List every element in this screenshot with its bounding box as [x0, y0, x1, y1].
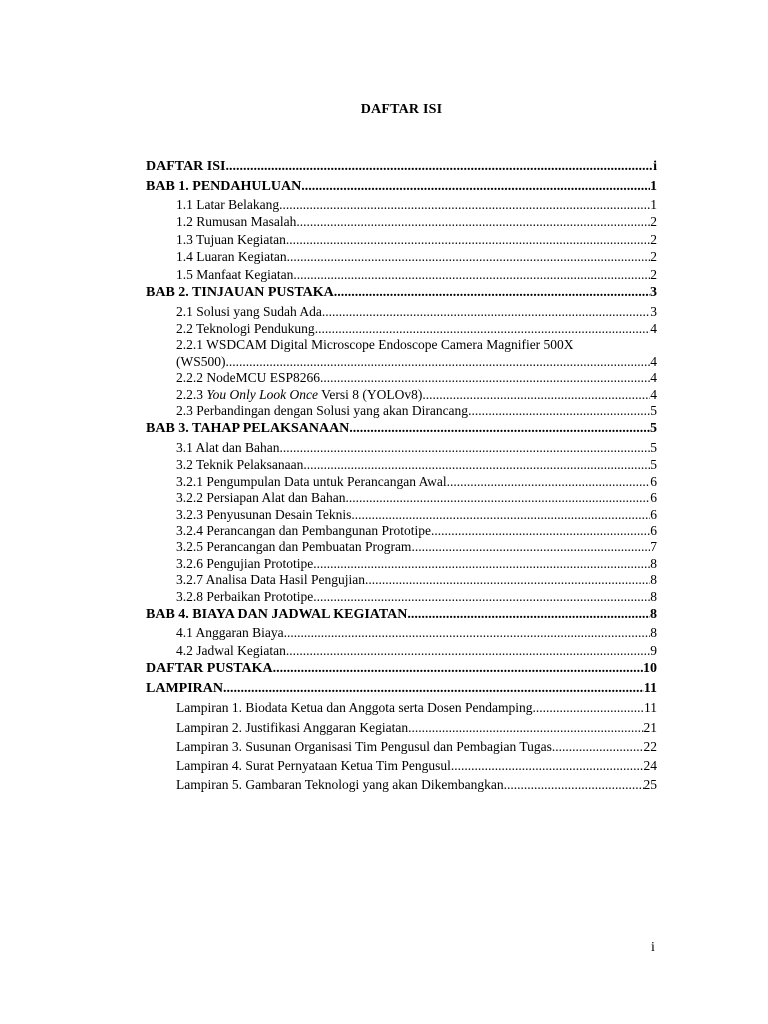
toc-leader-dots	[279, 196, 650, 213]
toc-entry[interactable]	[146, 490, 657, 506]
toc-leader-dots	[273, 659, 643, 679]
toc-entry-label: 4.1 Anggaran Biaya	[176, 625, 284, 641]
toc-entry-label: 2.3 Perbandingan dengan Solusi yang akan Dirancang	[176, 402, 469, 418]
toc-leader-dots	[468, 403, 650, 419]
toc-entry[interactable]	[146, 320, 657, 337]
toc-leader-dots	[320, 370, 650, 386]
toc-entry[interactable]	[146, 266, 657, 283]
toc-entry-page: 1	[650, 178, 657, 194]
toc-leader-dots	[225, 157, 653, 177]
toc-entry-label: 2.2.1 WSDCAM Digital Microscope Endoscope Camera Magnifier 500X	[176, 337, 574, 353]
toc-leader-dots	[431, 523, 650, 539]
toc-leader-dots	[322, 303, 650, 320]
toc-leader-dots	[301, 177, 650, 197]
toc-entry-label: 1.2 Rumusan Masalah	[176, 214, 297, 230]
toc-entry-continuation	[176, 354, 657, 370]
toc-leader-dots	[226, 354, 651, 370]
page-title: DAFTAR ISI	[360, 102, 443, 117]
toc-leader-dots	[315, 320, 651, 337]
toc-entry-label: (WS500)	[176, 353, 226, 369]
toc-entry[interactable]	[146, 474, 657, 490]
toc-entry[interactable]	[146, 659, 657, 679]
toc-entry-label: BAB 3. TAHAP PELAKSANAAN	[146, 421, 350, 437]
toc-entry-page: 4	[650, 370, 657, 386]
toc-entry-label: 3.2.1 Pengumpulan Data untuk Perancangan Awal	[176, 473, 447, 489]
toc-entry-label-prefix: 2.2.3	[176, 386, 207, 402]
toc-entry[interactable]	[146, 756, 657, 775]
toc-entry[interactable]	[146, 572, 657, 588]
toc-entry-page: 5	[650, 402, 657, 418]
page-number: i	[651, 940, 655, 955]
toc-leader-dots	[504, 775, 644, 794]
toc-entry-label: 1.1 Latar Belakang	[176, 197, 280, 212]
table-of-contents	[146, 157, 657, 795]
toc-entry-page: 3	[650, 303, 657, 319]
toc-leader-dots	[313, 589, 650, 605]
toc-entry[interactable]	[146, 539, 657, 555]
toc-entry-page: i	[653, 159, 657, 174]
toc-entry[interactable]	[146, 403, 657, 419]
toc-entry-page: 6	[650, 473, 657, 489]
toc-leader-dots	[293, 266, 650, 283]
toc-entry-page: 2	[650, 249, 657, 265]
toc-entry-page: 1	[650, 197, 657, 212]
toc-entry-page: 3	[650, 285, 657, 301]
toc-entry-page: 4	[650, 320, 657, 336]
toc-leader-dots	[447, 474, 651, 490]
toc-entry[interactable]	[146, 231, 657, 248]
toc-entry[interactable]	[146, 507, 657, 523]
toc-leader-dots	[533, 698, 644, 717]
toc-leader-dots	[351, 507, 650, 523]
toc-entry[interactable]	[146, 387, 657, 403]
toc-leader-dots	[552, 737, 644, 756]
toc-entry-page: 4	[650, 386, 657, 402]
toc-entry[interactable]	[146, 679, 657, 699]
toc-entry[interactable]	[146, 523, 657, 539]
toc-leader-dots	[334, 283, 650, 303]
toc-entry-label: BAB 4. BIAYA DAN JADWAL KEGIATAN	[146, 606, 408, 622]
toc-entry-label: 1.5 Manfaat Kegiatan	[176, 266, 294, 282]
toc-leader-dots	[349, 419, 650, 439]
toc-leader-dots	[279, 439, 650, 456]
toc-entry-label: 2.2.2 NodeMCU ESP8266	[176, 370, 321, 386]
toc-entry-label: Lampiran 4. Surat Pernyataan Ketua Tim Pengusul	[176, 758, 451, 774]
toc-leader-dots	[345, 490, 650, 506]
toc-entry[interactable]	[146, 419, 657, 439]
toc-leader-dots	[408, 718, 643, 737]
toc-entry[interactable]	[146, 303, 657, 320]
toc-entry-page: 5	[650, 421, 657, 437]
toc-leader-dots	[286, 642, 650, 659]
toc-entry-page: 8	[650, 588, 657, 604]
toc-entry-label: BAB 1. PENDAHULUAN	[146, 178, 302, 194]
toc-entry[interactable]	[146, 370, 657, 386]
toc-entry-page: 8	[650, 625, 657, 641]
toc-entry-page: 11	[643, 680, 657, 696]
toc-entry-page: 8	[650, 555, 657, 571]
toc-entry-label	[176, 387, 422, 403]
toc-entry-label: 3.2.5 Perancangan dan Pembuatan Program	[176, 539, 412, 555]
toc-entry[interactable]	[146, 642, 657, 659]
toc-entry[interactable]	[146, 589, 657, 605]
toc-entry[interactable]	[146, 605, 657, 625]
toc-entry-label: 3.2.7 Analisa Data Hasil Pengujian	[176, 572, 365, 588]
toc-entry-label: BAB 2. TINJAUAN PUSTAKA	[146, 285, 334, 301]
toc-entry-page: 6	[650, 522, 657, 538]
toc-entry-page: 8	[650, 572, 657, 588]
toc-entry-page: 2	[650, 231, 657, 247]
toc-entry-label: 3.2.8 Perbaikan Prototipe	[176, 588, 314, 604]
toc-entry[interactable]	[146, 737, 657, 756]
toc-entry-label: 3.2.3 Penyusunan Desain Teknis	[176, 506, 352, 522]
toc-entry-page: 2	[650, 214, 657, 230]
toc-entry-label: 3.1 Alat dan Bahan	[176, 439, 280, 455]
toc-entry-label: 3.2.2 Persiapan Alat dan Bahan	[176, 490, 346, 506]
toc-entry[interactable]	[146, 337, 657, 370]
toc-entry-label: 2.1 Solusi yang Sudah Ada	[176, 303, 322, 319]
toc-entry-page: 21	[643, 719, 657, 735]
toc-entry-page: 10	[643, 661, 657, 677]
toc-leader-dots	[296, 213, 650, 230]
toc-entry-label: Lampiran 2. Justifikasi Anggaran Kegiatan	[176, 719, 409, 735]
toc-entry-label-italic: You Only Look Once	[206, 386, 318, 402]
toc-entry[interactable]	[146, 196, 657, 213]
toc-entry[interactable]	[146, 775, 657, 794]
toc-entry-page: 7	[650, 539, 657, 555]
toc-leader-dots	[284, 624, 651, 641]
toc-entry[interactable]	[146, 456, 657, 473]
toc-entry-label: Lampiran 3. Susunan Organisasi Tim Pengusul dan Pembagian Tugas	[176, 738, 552, 754]
toc-entry-page: 2	[650, 266, 657, 282]
toc-entry-label: 3.2.4 Perancangan dan Pembangunan Prototipe	[176, 522, 431, 538]
toc-entry-label: DAFTAR PUSTAKA	[146, 661, 273, 677]
toc-entry-label: Lampiran 1. Biodata Ketua dan Anggota serta Dosen Pendamping	[176, 700, 533, 716]
toc-leader-dots	[287, 248, 651, 265]
toc-entry-page: 24	[643, 758, 657, 774]
toc-entry-page: 6	[650, 506, 657, 522]
toc-entry-page: 8	[650, 606, 657, 622]
toc-entry-page: 11	[644, 700, 657, 716]
toc-entry-page: 25	[643, 777, 657, 793]
toc-entry-page: 5	[650, 457, 657, 473]
toc-leader-dots	[286, 231, 650, 248]
toc-entry-label: 3.2 Teknik Pelaksanaan	[176, 457, 304, 473]
toc-entry-label: 1.3 Tujuan Kegiatan	[176, 231, 286, 247]
toc-entry-page: 6	[650, 490, 657, 506]
toc-leader-dots	[422, 387, 650, 403]
toc-entry-label: DAFTAR ISI	[146, 159, 226, 174]
toc-leader-dots	[313, 556, 650, 572]
toc-entry-label: 3.2.6 Pengujian Prototipe	[176, 555, 314, 571]
toc-entry[interactable]	[146, 157, 657, 177]
toc-entry[interactable]	[146, 439, 657, 456]
toc-entry[interactable]	[146, 624, 657, 641]
toc-entry[interactable]	[146, 177, 657, 197]
toc-leader-dots	[303, 456, 650, 473]
toc-entry-page: 22	[643, 738, 657, 754]
toc-leader-dots	[451, 756, 644, 775]
toc-leader-dots	[223, 679, 644, 699]
toc-leader-dots	[365, 572, 650, 588]
toc-entry[interactable]	[146, 698, 657, 717]
toc-entry-label: LAMPIRAN	[146, 680, 223, 696]
toc-entry-page: 5	[650, 439, 657, 455]
toc-entry[interactable]	[146, 283, 657, 303]
toc-entry-page: 9	[650, 642, 657, 658]
toc-entry[interactable]	[146, 248, 657, 265]
toc-entry-label: 4.2 Jadwal Kegiatan	[176, 642, 286, 658]
toc-entry-label: Lampiran 5. Gambaran Teknologi yang akan Dikembangkan	[176, 777, 504, 793]
toc-entry-label: 2.2 Teknologi Pendukung	[176, 320, 315, 336]
toc-entry-label-suffix: Versi 8 (YOLOv8)	[318, 386, 423, 402]
toc-leader-dots	[407, 605, 650, 625]
toc-entry-page: 4	[650, 353, 657, 369]
toc-entry[interactable]	[146, 556, 657, 572]
toc-entry[interactable]	[146, 213, 657, 230]
toc-entry[interactable]	[146, 718, 657, 737]
toc-leader-dots	[411, 539, 650, 555]
toc-entry-label: 1.4 Luaran Kegiatan	[176, 249, 287, 265]
